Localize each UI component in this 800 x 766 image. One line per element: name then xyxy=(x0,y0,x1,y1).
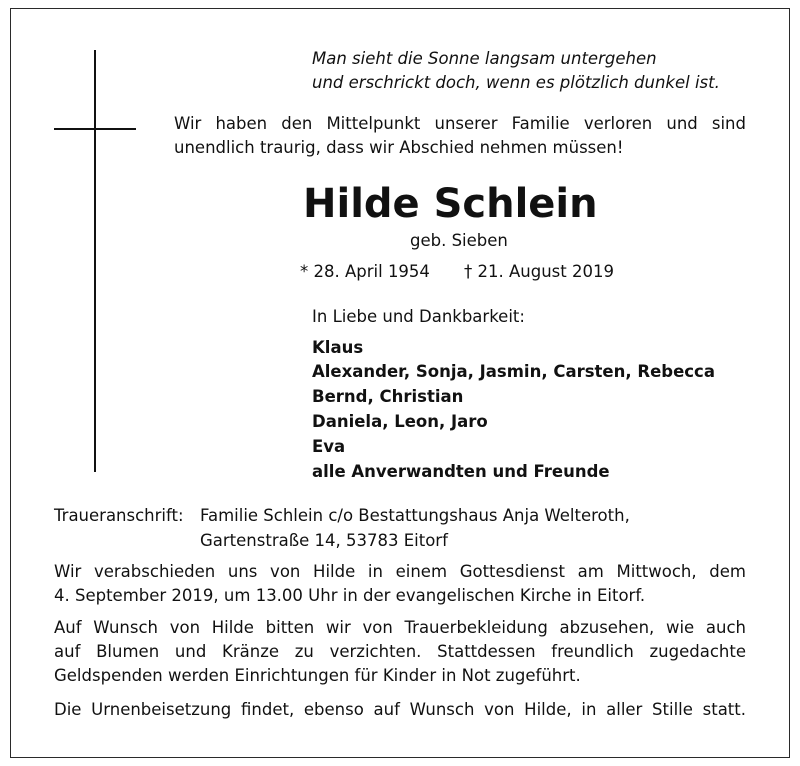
intro-line-1: Wir haben den Mittelpunkt unserer Familie verloren und sind xyxy=(174,114,746,133)
mourner-line-2: Alexander, Sonja, Jasmin, Carsten, Rebecca xyxy=(312,362,715,381)
wish-line-2: auf Blumen und Kränze zu verzichten. Stattdessen freundlich zugedachte xyxy=(54,642,746,661)
quote-line-2: und erschrickt doch, wenn es plötzlich dunkel ist. xyxy=(312,73,720,92)
intro-line-2: unendlich traurig, dass wir Abschied nehmen müssen! xyxy=(174,138,624,157)
mourner-line-4: Daniela, Leon, Jaro xyxy=(312,412,488,431)
address-line-1: Familie Schlein c/o Bestattungshaus Anja Welteroth, xyxy=(200,506,630,525)
address-label: Traueranschrift: xyxy=(54,506,184,525)
birth-date: * 28. April 1954 xyxy=(300,262,430,281)
death-date: † 21. August 2019 xyxy=(464,262,614,281)
deceased-name: Hilde Schlein xyxy=(303,181,598,227)
cross-icon-horizontal xyxy=(54,128,136,130)
mourner-line-6: alle Anverwandten und Freunde xyxy=(312,462,610,481)
wish-line-3: Geldspenden werden Einrichtungen für Kinder in Not zugeführt. xyxy=(54,666,581,685)
address-line-2: Gartenstraße 14, 53783 Eitorf xyxy=(200,531,448,550)
mourners-heading: In Liebe und Dankbarkeit: xyxy=(312,307,525,326)
cross-icon-vertical xyxy=(94,50,96,472)
maiden-name: geb. Sieben xyxy=(410,231,508,250)
mourner-line-5: Eva xyxy=(312,437,346,456)
service-line-2: 4. September 2019, um 13.00 Uhr in der evangelischen Kirche in Eitorf. xyxy=(54,586,646,605)
quote-line-1: Man sieht die Sonne langsam untergehen xyxy=(312,49,657,68)
mourner-line-1: Klaus xyxy=(312,338,364,357)
mourner-line-3: Bernd, Christian xyxy=(312,387,464,406)
service-line-1: Wir verabschieden uns von Hilde in einem Gottesdienst am Mittwoch, dem xyxy=(54,562,746,581)
burial-line-1: Die Urnenbeisetzung findet, ebenso auf Wunsch von Hilde, in aller Stille statt. xyxy=(54,700,746,719)
wish-line-1: Auf Wunsch von Hilde bitten wir von Trauerbekleidung abzusehen, wie auch xyxy=(54,618,746,637)
